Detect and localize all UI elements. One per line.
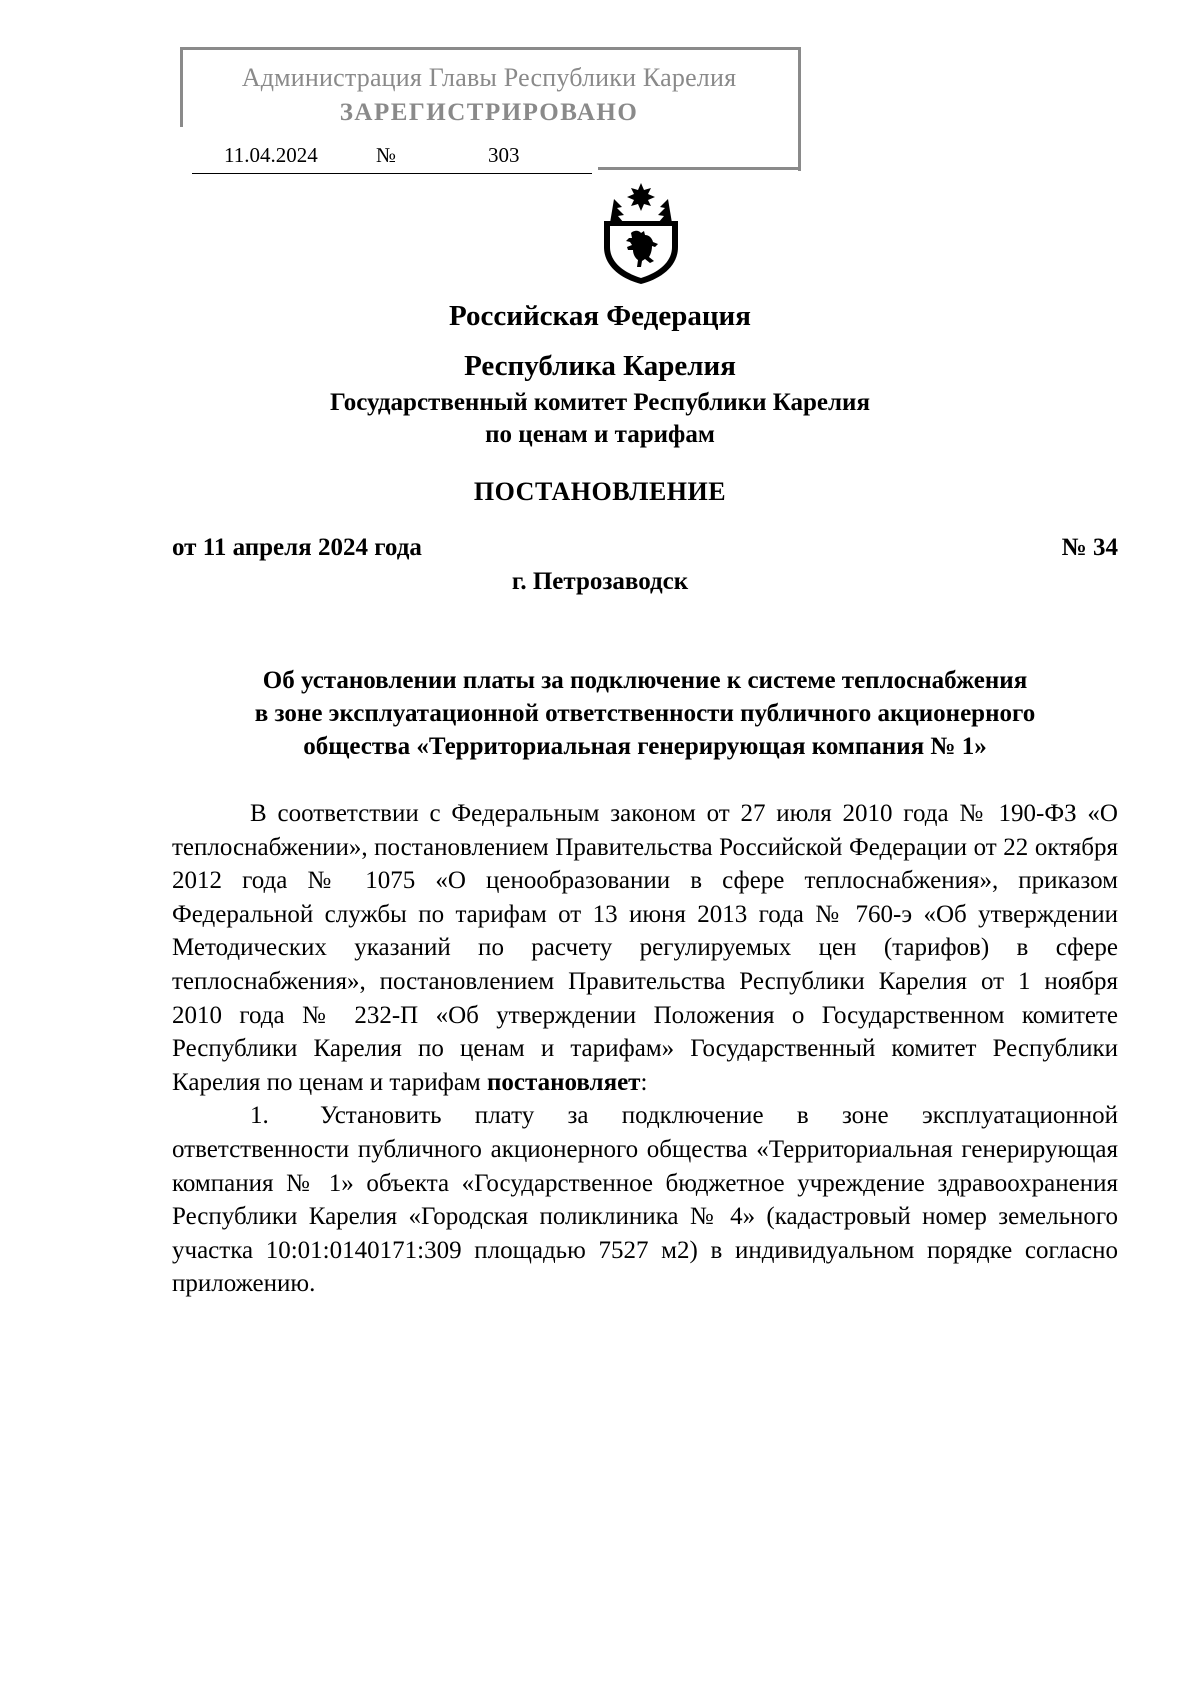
country-title: Российская Федерация [449,300,751,332]
subject-line2: в зоне эксплуатационной ответственности публичного акционерного [254,700,1036,727]
document-date: от 11 апреля 2024 года [172,534,422,561]
preamble-paragraph [172,797,1118,1099]
subject-line1: Об установлении платы за подключение к системе теплоснабжения [262,667,1028,694]
stamp-organization: Администрация Главы Республики Карелия [241,63,737,92]
stamp-date: 11.04.2024 [224,143,318,167]
document-type: ПОСТАНОВЛЕНИЕ [473,477,727,506]
resolves-colon: : [640,1068,648,1096]
document-date-row [172,534,1118,562]
resolves-word: постановляет [487,1068,641,1096]
stamp-number: 303 [488,143,520,167]
document-number: № 34 [1061,534,1118,561]
stamp-registration-line [192,141,592,174]
document-body [172,797,1118,1301]
registration-stamp [180,47,802,171]
document-city: г. Петрозаводск [511,568,689,595]
karelia-coat-of-arms-icon [600,181,682,285]
subject-line3: общества «Территориальная генерирующая компания № 1» [303,733,987,760]
committee-title-line2: по ценам и тарифам [485,421,715,448]
republic-title: Республика Карелия [464,350,736,382]
item-1-paragraph [172,1099,1118,1301]
item-1-text: Установить плату за подключение в зоне эксплуатационной ответственности публичного акционерного общества «Территориальная генерирующая компания № 1» объекта «Государственное бюджетное учреждение здравоохранения Республики Карелия «Городская поликлиника № 4» (кадастровый номер земельного участка 10:01:0140171:309 площадью 7527 м2) в индивидуальном порядке согласно приложению. [172,1102,1118,1298]
preamble-text: В соответствии с Федеральным законом от 27 июля 2010 года № 190-ФЗ «О теплоснабжении», постановлением Правительства Российской Федерации от 22 октября 2012 года № 1075 «О ценообразовании в сфере теплоснабжения», приказом Федеральной службы по тарифам от 13 июня 2013 года № 760-э «Об утверждении Методических указаний по расчету регулируемых цен (тарифов) в сфере теплоснабжения», постановлением Правительства Республики Карелия от 1 ноября 2010 года № 232-П «Об утверждении Положения о Государственном комитете Республики Карелия по ценам и тарифам» Государственный комитет Республики Карелия по ценам и тарифам [172,800,1118,1096]
committee-title-line1: Государственный комитет Республики Карелия [330,389,870,416]
stamp-number-sign: № [376,143,397,167]
stamp-status: ЗАРЕГИСТРИРОВАНО [339,99,639,126]
document-subject [172,664,1118,763]
stamp-frame-bottom [598,167,801,170]
item-1-number: 1. [250,1102,269,1130]
